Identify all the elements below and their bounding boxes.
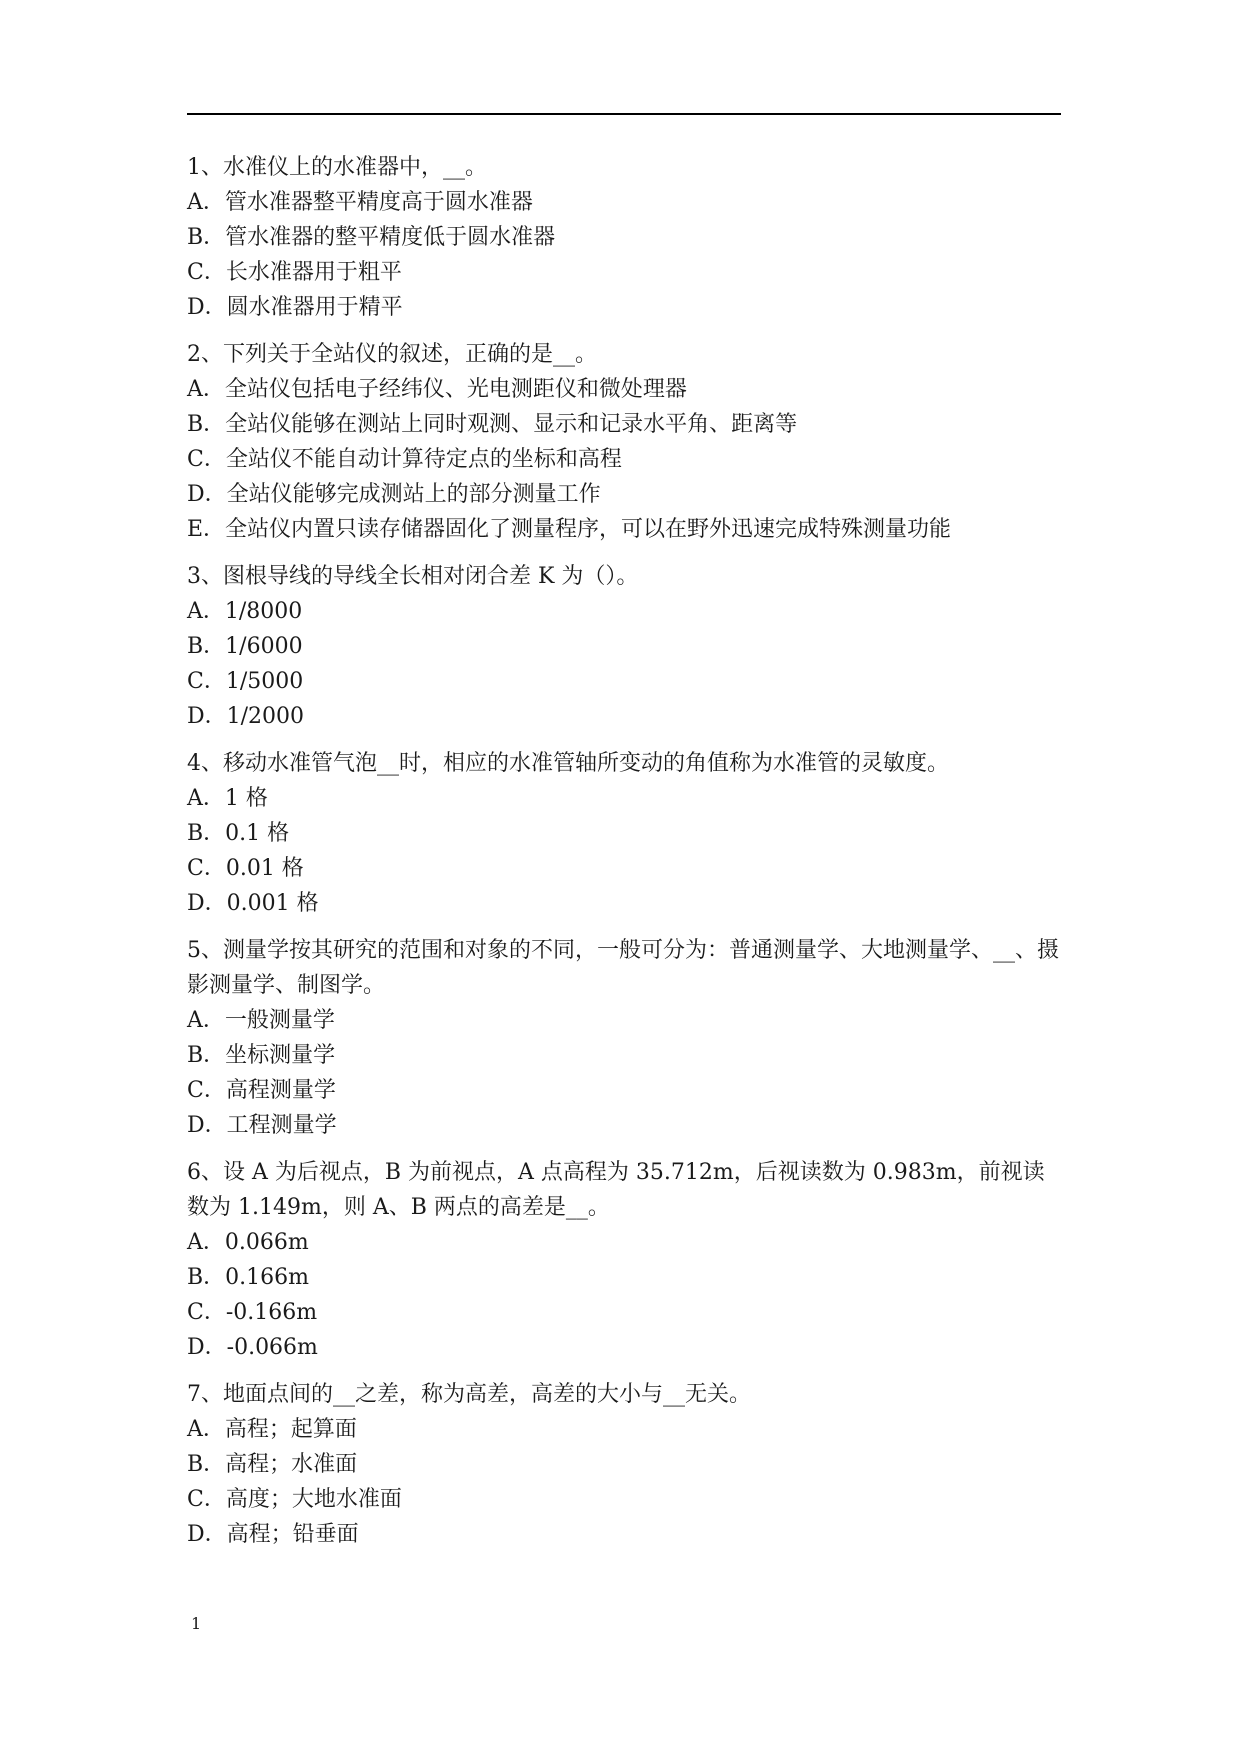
- question-text: 6、设 A 为后视点，B 为前视点，A 点高程为 35.712m，后视读数为 0.983m，前视读数为 1.149m，则 A、B 两点的高差是__。: [187, 1160, 1045, 1220]
- question-3: [187, 559, 1061, 734]
- question-1: [187, 150, 1061, 325]
- option-c: C．长水准器用于粗平: [187, 260, 402, 285]
- option-c: C．高程测量学: [187, 1078, 336, 1103]
- option-d: D．全站仪能够完成测站上的部分测量工作: [187, 482, 601, 507]
- question-text: 1、水准仪上的水准器中，__。: [187, 155, 487, 180]
- option-d: D．0.001 格: [187, 891, 319, 916]
- option-d: D．圆水准器用于精平: [187, 295, 403, 320]
- option-c: C．全站仪不能自动计算待定点的坐标和高程: [187, 447, 622, 472]
- option-d: D．1/2000: [187, 704, 305, 729]
- header-rule: [187, 113, 1061, 115]
- option-a: A．全站仪包括电子经纬仪、光电测距仪和微处理器: [187, 377, 687, 402]
- option-d: D．-0.066m: [187, 1335, 318, 1360]
- option-a: A．高程；起算面: [187, 1417, 357, 1442]
- question-text: 4、移动水准管气泡__时，相应的水准管轴所变动的角值称为水准管的灵敏度。: [187, 751, 949, 776]
- option-a: A．一般测量学: [187, 1008, 335, 1033]
- question-5: [187, 933, 1061, 1143]
- question-2: [187, 337, 1061, 547]
- question-7: [187, 1377, 1061, 1552]
- option-b: B．1/6000: [187, 634, 303, 659]
- option-b: B．坐标测量学: [187, 1043, 336, 1068]
- option-b: B．高程；水准面: [187, 1452, 358, 1477]
- option-d: D．工程测量学: [187, 1113, 337, 1138]
- question-text: 7、地面点间的__之差，称为高差，高差的大小与__无关。: [187, 1382, 751, 1407]
- option-c: C．0.01 格: [187, 856, 304, 881]
- question-4: [187, 746, 1061, 921]
- option-a: A．管水准器整平精度高于圆水准器: [187, 190, 533, 215]
- question-6: [187, 1155, 1061, 1365]
- option-a: A．0.066m: [187, 1230, 309, 1255]
- option-b: B．0.166m: [187, 1265, 310, 1290]
- question-list: [187, 150, 1061, 1564]
- question-text: 3、图根导线的导线全长相对闭合差 K 为（）。: [187, 564, 639, 589]
- option-d: D．高程；铅垂面: [187, 1522, 359, 1547]
- option-c: C．-0.166m: [187, 1300, 318, 1325]
- page-number: 1: [191, 1614, 202, 1633]
- question-text: 5、测量学按其研究的范围和对象的不同，一般可分为：普通测量学、大地测量学、__、摄影测量学、制图学。: [187, 938, 1059, 998]
- option-a: A．1 格: [187, 786, 268, 811]
- option-c: C．1/5000: [187, 669, 304, 694]
- option-e: E．全站仪内置只读存储器固化了测量程序，可以在野外迅速完成特殊测量功能: [187, 517, 952, 542]
- option-a: A．1/8000: [187, 599, 303, 624]
- option-b: B．0.1 格: [187, 821, 290, 846]
- option-b: B．全站仪能够在测站上同时观测、显示和记录水平角、距离等: [187, 412, 798, 437]
- option-b: B．管水准器的整平精度低于圆水准器: [187, 225, 556, 250]
- option-c: C．高度；大地水准面: [187, 1487, 402, 1512]
- question-text: 2、下列关于全站仪的叙述，正确的是__。: [187, 342, 597, 367]
